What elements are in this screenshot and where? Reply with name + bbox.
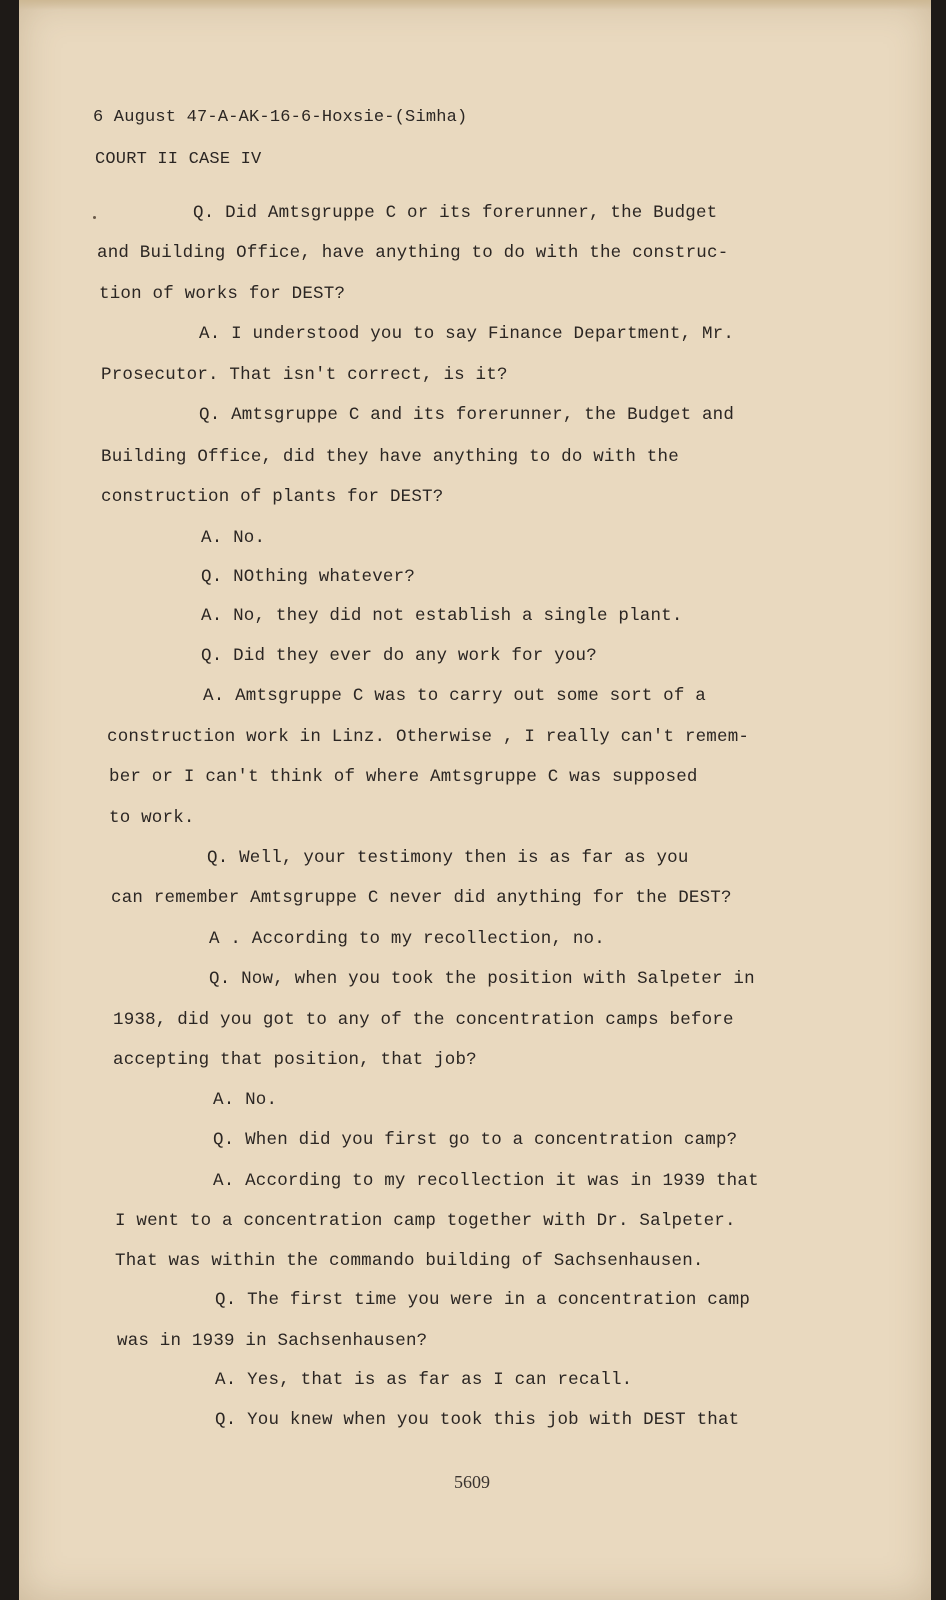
transcript-line: 1938, did you got to any of the concentration camps before bbox=[113, 1010, 734, 1030]
transcript-line: tion of works for DEST? bbox=[99, 284, 346, 304]
page-number: 5609 bbox=[454, 1472, 490, 1492]
transcript-line: Q. You knew when you took this job with DEST that bbox=[215, 1410, 740, 1430]
transcript-line: Q. Did they ever do any work for you? bbox=[201, 646, 597, 666]
transcript-line: I went to a concentration camp together with Dr. Salpeter. bbox=[115, 1211, 736, 1231]
transcript-line: and Building Office, have anything to do with the construc- bbox=[97, 243, 729, 263]
header-line: 6 August 47-A-AK-16-6-Hoxsie-(Simha) bbox=[93, 108, 468, 127]
transcript-line: Prosecutor. That isn't correct, is it? bbox=[101, 365, 508, 385]
transcript-line: accepting that position, that job? bbox=[113, 1050, 477, 1070]
court-case-line: COURT II CASE IV bbox=[95, 150, 262, 169]
transcript-line: construction of plants for DEST? bbox=[101, 487, 444, 507]
transcript-line: Q. Well, your testimony then is as far as you bbox=[207, 848, 689, 868]
transcript-line: Building Office, did they have anything to do with the bbox=[101, 447, 679, 467]
transcript-line: A. No. bbox=[201, 528, 266, 548]
transcript-line: A . According to my recollection, no. bbox=[209, 929, 605, 949]
transcript-line: Q. The first time you were in a concentration camp bbox=[215, 1290, 751, 1310]
transcript-line: A. I understood you to say Finance Department, Mr. bbox=[199, 324, 735, 344]
transcript-line: Q. Did Amtsgruppe C or its forerunner, the Budget bbox=[193, 203, 718, 223]
transcript-line: Q. Now, when you took the position with Salpeter in bbox=[209, 969, 755, 989]
transcript-line: A. According to my recollection it was in 1939 that bbox=[213, 1171, 759, 1191]
transcript-line: can remember Amtsgruppe C never did anything for the DEST? bbox=[111, 888, 732, 908]
transcript-line: That was within the commando building of Sachsenhausen. bbox=[115, 1251, 704, 1271]
transcript-line: Q. When did you first go to a concentration camp? bbox=[213, 1130, 738, 1150]
transcript-line: to work. bbox=[109, 808, 195, 828]
transcript-page bbox=[19, 0, 931, 1600]
transcript-line: A. No, they did not establish a single plant. bbox=[201, 606, 683, 626]
transcript-line: Q. NOthing whatever? bbox=[201, 567, 416, 587]
transcript-line: A. Yes, that is as far as I can recall. bbox=[215, 1370, 633, 1390]
transcript-line: was in 1939 in Sachsenhausen? bbox=[117, 1331, 428, 1351]
transcript-line: ber or I can't think of where Amtsgruppe C was supposed bbox=[109, 767, 698, 787]
transcript-line: Q. Amtsgruppe C and its forerunner, the Budget and bbox=[199, 405, 735, 425]
transcript-line: A. Amtsgruppe C was to carry out some sort of a bbox=[203, 686, 706, 706]
page-edge bbox=[19, 0, 931, 10]
transcript-line: construction work in Linz. Otherwise , I really can't remem- bbox=[107, 727, 750, 747]
stray-mark bbox=[93, 216, 96, 219]
transcript-line: A. No. bbox=[213, 1090, 278, 1110]
